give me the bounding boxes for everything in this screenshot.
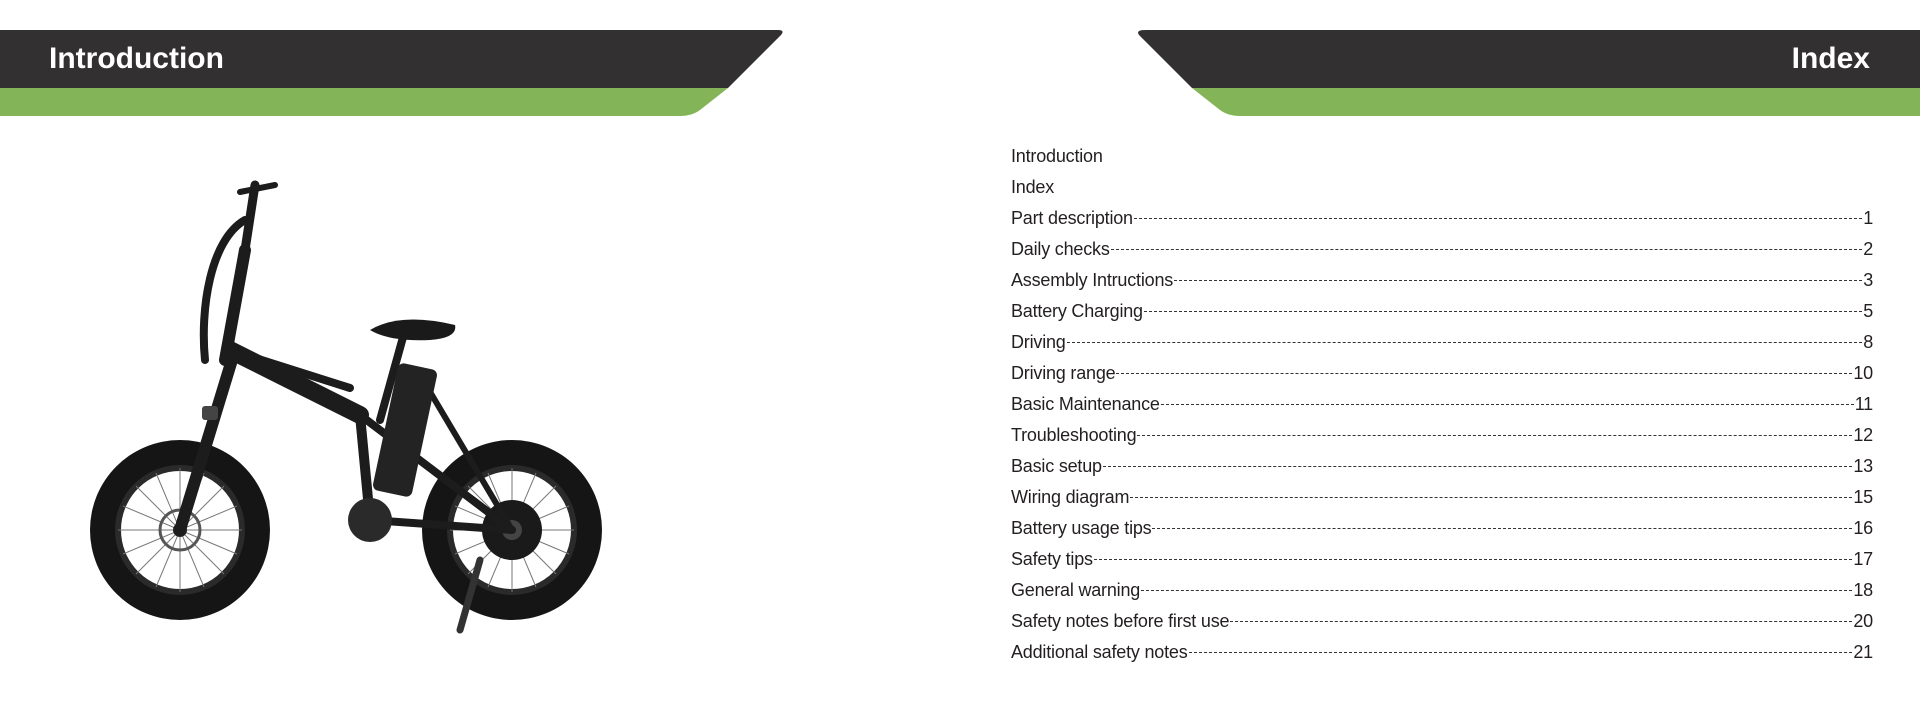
toc-entry[interactable] xyxy=(1011,177,1873,208)
toc-entry-label: Battery usage tips xyxy=(1011,518,1152,538)
toc-leader-dashes xyxy=(1134,218,1862,219)
header-banners xyxy=(0,0,1920,140)
toc-entry[interactable] xyxy=(1011,239,1873,270)
introduction-title: Introduction xyxy=(49,42,224,75)
toc-leader-dashes xyxy=(1152,528,1852,529)
left-banner-green-stripe xyxy=(0,88,728,116)
toc-entry[interactable] xyxy=(1011,549,1873,580)
toc-entry-page-number: 18 xyxy=(1853,580,1873,600)
toc-entry[interactable] xyxy=(1011,270,1873,301)
toc-entry-page-number: 20 xyxy=(1853,611,1873,631)
toc-leader-dashes xyxy=(1230,621,1852,622)
toc-entry-label: Safety tips xyxy=(1011,549,1093,569)
toc-entry[interactable] xyxy=(1011,425,1873,456)
table-of-contents xyxy=(1011,146,1873,673)
toc-entry-page-number: 8 xyxy=(1863,332,1873,352)
toc-entry-page-number: 5 xyxy=(1863,301,1873,321)
toc-leader-dashes xyxy=(1111,249,1863,250)
toc-entry-label: Introduction xyxy=(1011,146,1103,166)
toc-entry[interactable] xyxy=(1011,301,1873,332)
toc-leader-dashes xyxy=(1067,342,1863,343)
toc-leader-dashes xyxy=(1189,652,1853,653)
toc-entry-label: Wiring diagram xyxy=(1011,487,1130,507)
toc-entry-page-number: 12 xyxy=(1853,425,1873,445)
headlight xyxy=(202,406,218,420)
toc-entry-label: Assembly Intructions xyxy=(1011,270,1174,290)
toc-entry[interactable] xyxy=(1011,146,1873,177)
toc-entry-page-number: 1 xyxy=(1863,208,1873,228)
toc-entry-page-number: 16 xyxy=(1853,518,1873,538)
toc-entry-page-number: 13 xyxy=(1853,456,1873,476)
saddle xyxy=(370,320,455,341)
toc-entry-label: General warning xyxy=(1011,580,1141,600)
toc-leader-dashes xyxy=(1137,435,1852,436)
toc-entry-label: Part description xyxy=(1011,208,1133,228)
toc-entry-label: Troubleshooting xyxy=(1011,425,1137,445)
toc-entry-label: Index xyxy=(1011,177,1055,197)
toc-entry[interactable] xyxy=(1011,332,1873,363)
toc-entry-page-number: 10 xyxy=(1853,363,1873,383)
toc-entry-page-number: 17 xyxy=(1853,549,1873,569)
toc-entry[interactable] xyxy=(1011,456,1873,487)
toc-leader-dashes xyxy=(1094,559,1853,560)
toc-entry[interactable] xyxy=(1011,611,1873,642)
toc-entry-label: Battery Charging xyxy=(1011,301,1143,321)
toc-entry-label: Safety notes before first use xyxy=(1011,611,1230,631)
toc-entry-label: Driving xyxy=(1011,332,1066,352)
toc-entry-page-number: 15 xyxy=(1853,487,1873,507)
toc-entry-label: Daily checks xyxy=(1011,239,1110,259)
toc-entry[interactable] xyxy=(1011,487,1873,518)
toc-leader-dashes xyxy=(1141,590,1852,591)
right-banner-green-stripe xyxy=(1192,88,1920,116)
toc-entry-label: Basic Maintenance xyxy=(1011,394,1160,414)
toc-entry-page-number: 21 xyxy=(1853,642,1873,662)
toc-leader-dashes xyxy=(1103,466,1853,467)
crank xyxy=(348,498,392,542)
toc-entry-label: Driving range xyxy=(1011,363,1116,383)
toc-entry[interactable] xyxy=(1011,363,1873,394)
toc-entry[interactable] xyxy=(1011,642,1873,673)
toc-entry[interactable] xyxy=(1011,394,1873,425)
index-title: Index xyxy=(1791,42,1870,75)
toc-entry-page-number: 2 xyxy=(1863,239,1873,259)
toc-leader-dashes xyxy=(1144,311,1862,312)
toc-leader-dashes xyxy=(1116,373,1852,374)
toc-leader-dashes xyxy=(1161,404,1854,405)
toc-entry[interactable] xyxy=(1011,208,1873,239)
toc-entry[interactable] xyxy=(1011,518,1873,549)
toc-entry-page-number: 11 xyxy=(1854,394,1873,414)
toc-entry-label: Basic setup xyxy=(1011,456,1102,476)
toc-entry[interactable] xyxy=(1011,580,1873,611)
toc-entry-page-number: 3 xyxy=(1863,270,1873,290)
ebike-image xyxy=(80,160,640,660)
toc-leader-dashes xyxy=(1174,280,1862,281)
toc-leader-dashes xyxy=(1130,497,1852,498)
toc-entry-label: Additional safety notes xyxy=(1011,642,1188,662)
